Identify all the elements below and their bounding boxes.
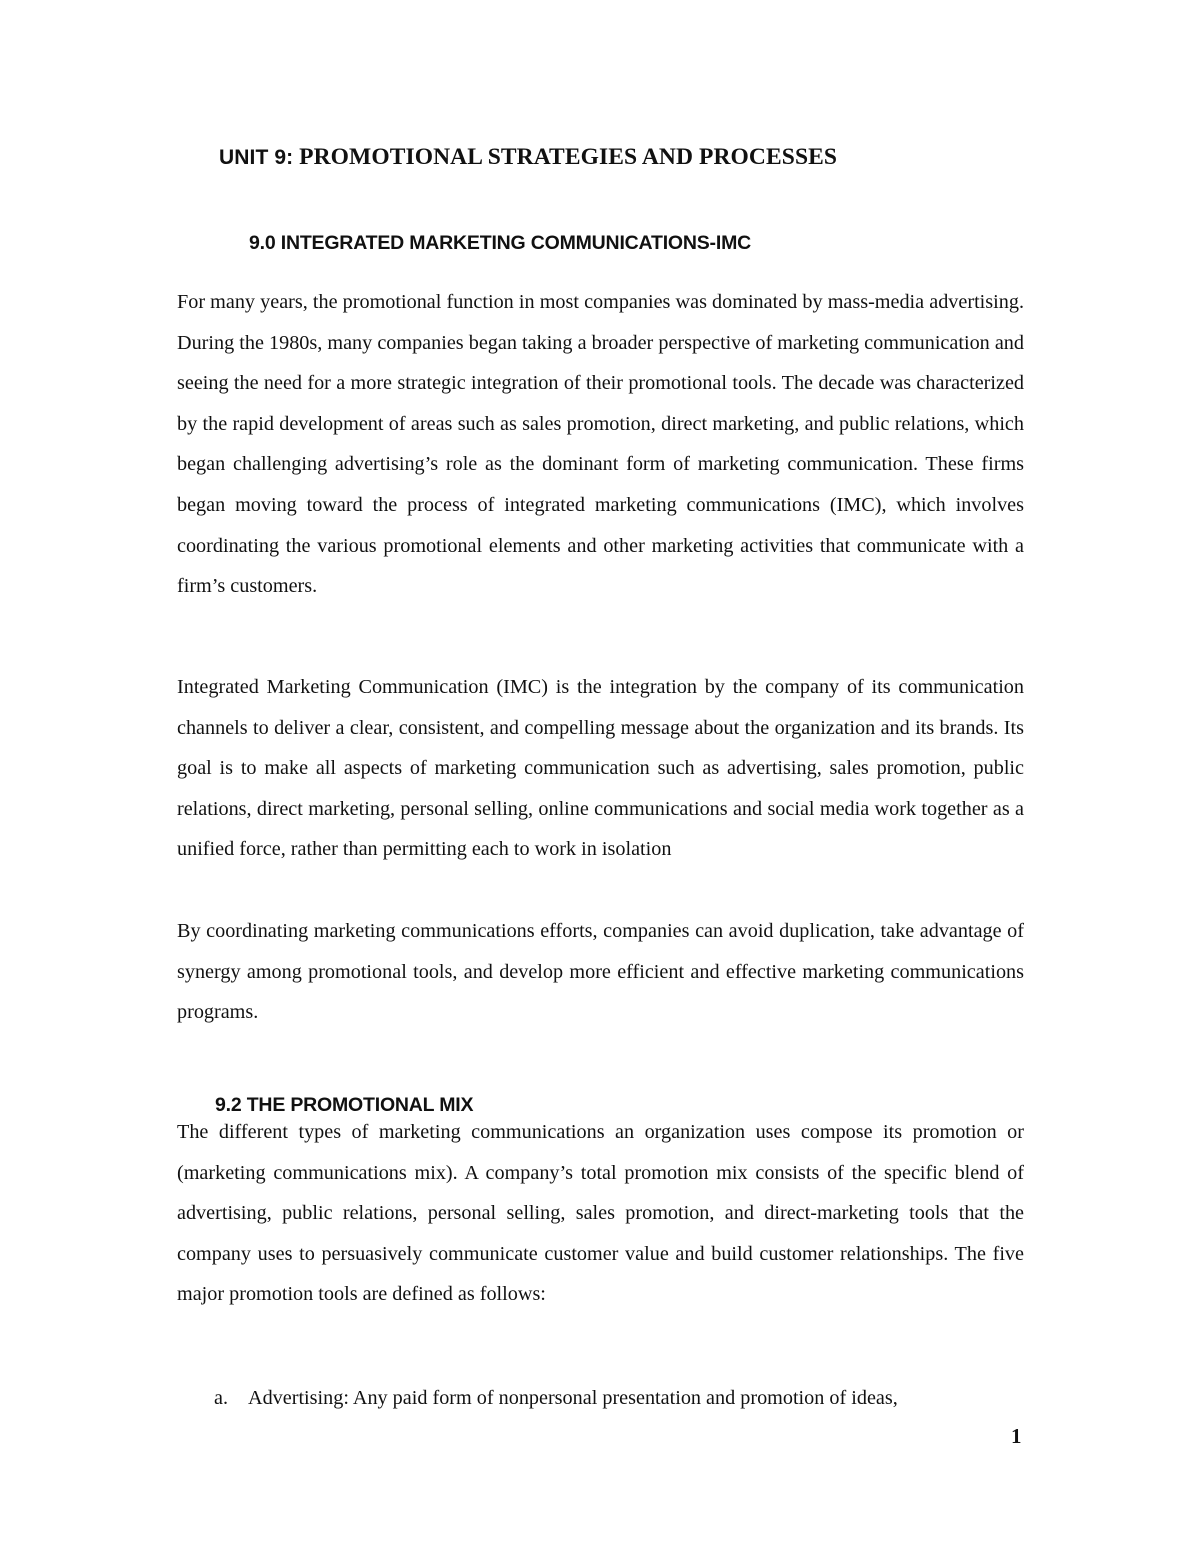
list-marker: a. — [214, 1387, 229, 1409]
section-heading-promotional-mix: 9.2 THE PROMOTIONAL MIX — [215, 1094, 474, 1116]
unit-title — [219, 144, 837, 171]
unit-title-main: PROMOTIONAL STRATEGIES AND PROCESSES — [299, 144, 838, 170]
paragraph-imc-benefits: By coordinating marketing communications efforts, companies can avoid duplication, take advantage of synergy among promotional tools, and develop more efficient and effective marketing communications programs. — [177, 920, 1024, 1024]
section-heading-imc: 9.0 INTEGRATED MARKETING COMMUNICATIONS-IMC — [249, 232, 751, 254]
list-item-text: Advertising: Any paid form of nonpersonal presentation and promotion of ideas, — [248, 1387, 898, 1409]
paragraph-promotional-mix: The different types of marketing communications an organization uses compose its promotion or (marketing communications mix). A company’s total promotion mix consists of the specific blend of advertising, public relations, personal selling, sales promotion, and direct-marketing tools that the company uses to persuasively communicate customer value and build customer relationships. The five major promotion tools are defined as follows: — [177, 1121, 1024, 1306]
unit-title-prefix: UNIT 9: — [219, 146, 300, 169]
paragraph-imc-history: For many years, the promotional function in most companies was dominated by mass-media advertising. During the 1980s, many companies began taking a broader perspective of marketing communication and seeing the need for a more strategic integration of their promotional tools. The decade was characterized by the rapid development of areas such as sales promotion, direct marketing, and public relations, which began challenging advertising’s role as the dominant form of marketing communication. These firms began moving toward the process of integrated marketing communications (IMC), which involves coordinating the various promotional elements and other marketing activities that communicate with a firm’s customers. — [177, 291, 1024, 598]
list-item-advertising — [214, 1378, 898, 1418]
paragraph-imc-definition: Integrated Marketing Communication (IMC) is the integration by the company of its communication channels to deliver a clear, consistent, and compelling message about the organization and its brands. Its goal is to make all aspects of marketing communication such as advertising, sales promotion, public relations, direct marketing, personal selling, online communications and social media work together as a unified force, rather than permitting each to work in isolation — [177, 676, 1024, 861]
page-number: 1 — [1011, 1424, 1022, 1448]
